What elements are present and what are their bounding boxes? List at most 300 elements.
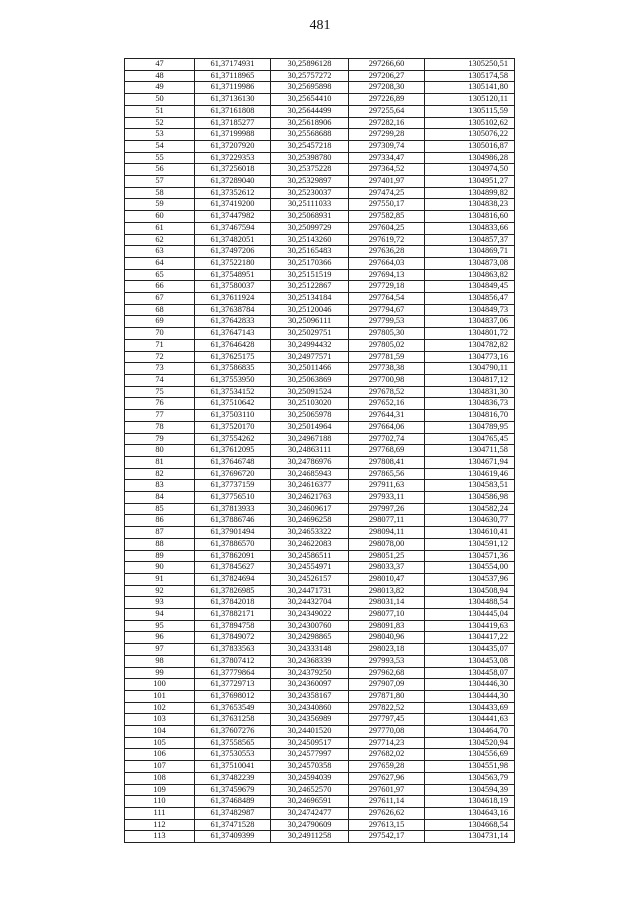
y-coordinate-cell: 1304619,46 [425, 468, 515, 480]
x-coordinate-cell: 298094,11 [349, 527, 425, 539]
x-coordinate-cell: 297805,30 [349, 328, 425, 340]
latitude-cell: 61,37647143 [195, 328, 271, 340]
longitude-cell: 30,24401520 [271, 726, 349, 738]
latitude-cell: 61,37729713 [195, 679, 271, 691]
table-row [125, 140, 515, 152]
y-coordinate-cell: 1304419,63 [425, 620, 515, 632]
x-coordinate-cell: 298023,18 [349, 644, 425, 656]
x-coordinate-cell: 297334,47 [349, 152, 425, 164]
table-row [125, 187, 515, 199]
longitude-cell: 30,24594039 [271, 772, 349, 784]
y-coordinate-cell: 1304765,45 [425, 433, 515, 445]
table-row [125, 164, 515, 176]
y-coordinate-cell: 1304453,08 [425, 655, 515, 667]
point-number-cell: 67 [125, 293, 195, 305]
latitude-cell: 61,37824694 [195, 573, 271, 585]
y-coordinate-cell: 1305120,11 [425, 94, 515, 106]
table-row [125, 304, 515, 316]
latitude-cell: 61,37174931 [195, 59, 271, 71]
table-row [125, 644, 515, 656]
point-number-cell: 48 [125, 70, 195, 82]
longitude-cell: 30,25091524 [271, 386, 349, 398]
x-coordinate-cell: 297768,69 [349, 445, 425, 457]
x-coordinate-cell: 297822,52 [349, 702, 425, 714]
latitude-cell: 61,37510041 [195, 761, 271, 773]
y-coordinate-cell: 1304857,37 [425, 234, 515, 246]
longitude-cell: 30,25011466 [271, 363, 349, 375]
y-coordinate-cell: 1304837,06 [425, 316, 515, 328]
point-number-cell: 55 [125, 152, 195, 164]
longitude-cell: 30,25695898 [271, 82, 349, 94]
x-coordinate-cell: 298078,00 [349, 538, 425, 550]
latitude-cell: 61,37833563 [195, 644, 271, 656]
table-row [125, 655, 515, 667]
y-coordinate-cell: 1304591,12 [425, 538, 515, 550]
latitude-cell: 61,37612095 [195, 445, 271, 457]
point-number-cell: 73 [125, 363, 195, 375]
latitude-cell: 61,37862091 [195, 550, 271, 562]
point-number-cell: 63 [125, 246, 195, 258]
x-coordinate-cell: 297729,18 [349, 281, 425, 293]
y-coordinate-cell: 1304537,96 [425, 573, 515, 585]
y-coordinate-cell: 1304869,71 [425, 246, 515, 258]
table-row [125, 831, 515, 843]
point-number-cell: 96 [125, 632, 195, 644]
x-coordinate-cell: 298040,96 [349, 632, 425, 644]
point-number-cell: 54 [125, 140, 195, 152]
latitude-cell: 61,37352612 [195, 187, 271, 199]
longitude-cell: 30,24616377 [271, 480, 349, 492]
latitude-cell: 61,37586835 [195, 363, 271, 375]
y-coordinate-cell: 1304508,94 [425, 585, 515, 597]
y-coordinate-cell: 1304833,66 [425, 222, 515, 234]
y-coordinate-cell: 1304583,51 [425, 480, 515, 492]
latitude-cell: 61,37826985 [195, 585, 271, 597]
latitude-cell: 61,37807412 [195, 655, 271, 667]
x-coordinate-cell: 297299,28 [349, 129, 425, 141]
latitude-cell: 61,37482239 [195, 772, 271, 784]
longitude-cell: 30,24471731 [271, 585, 349, 597]
longitude-cell: 30,25896128 [271, 59, 349, 71]
y-coordinate-cell: 1304586,98 [425, 492, 515, 504]
latitude-cell: 61,37199988 [195, 129, 271, 141]
table-row [125, 94, 515, 106]
point-number-cell: 85 [125, 503, 195, 515]
longitude-cell: 30,25757272 [271, 70, 349, 82]
latitude-cell: 61,37207920 [195, 140, 271, 152]
table-row [125, 749, 515, 761]
table-row [125, 70, 515, 82]
y-coordinate-cell: 1304671,94 [425, 456, 515, 468]
longitude-cell: 30,25654410 [271, 94, 349, 106]
longitude-cell: 30,25170366 [271, 257, 349, 269]
longitude-cell: 30,25398780 [271, 152, 349, 164]
longitude-cell: 30,24977571 [271, 351, 349, 363]
y-coordinate-cell: 1304571,36 [425, 550, 515, 562]
table-row [125, 796, 515, 808]
y-coordinate-cell: 1304618,19 [425, 796, 515, 808]
latitude-cell: 61,37510642 [195, 398, 271, 410]
table-row [125, 761, 515, 773]
y-coordinate-cell: 1304951,27 [425, 176, 515, 188]
y-coordinate-cell: 1304554,00 [425, 562, 515, 574]
latitude-cell: 61,37646748 [195, 456, 271, 468]
x-coordinate-cell: 297678,52 [349, 386, 425, 398]
latitude-cell: 61,37161808 [195, 105, 271, 117]
longitude-cell: 30,25068931 [271, 211, 349, 223]
table-row [125, 632, 515, 644]
x-coordinate-cell: 297601,97 [349, 784, 425, 796]
latitude-cell: 61,37611924 [195, 293, 271, 305]
longitude-cell: 30,24609617 [271, 503, 349, 515]
point-number-cell: 56 [125, 164, 195, 176]
latitude-cell: 61,37482987 [195, 808, 271, 820]
x-coordinate-cell: 297266,60 [349, 59, 425, 71]
latitude-cell: 61,37625175 [195, 351, 271, 363]
x-coordinate-cell: 297907,09 [349, 679, 425, 691]
page-number: 481 [309, 18, 331, 33]
latitude-cell: 61,37482051 [195, 234, 271, 246]
latitude-cell: 61,37737159 [195, 480, 271, 492]
x-coordinate-cell: 297714,23 [349, 737, 425, 749]
point-number-cell: 86 [125, 515, 195, 527]
x-coordinate-cell: 297364,52 [349, 164, 425, 176]
y-coordinate-cell: 1304838,23 [425, 199, 515, 211]
y-coordinate-cell: 1304849,45 [425, 281, 515, 293]
table-row [125, 819, 515, 831]
table-row [125, 386, 515, 398]
table-row [125, 538, 515, 550]
y-coordinate-cell: 1304789,95 [425, 421, 515, 433]
point-number-cell: 71 [125, 339, 195, 351]
point-number-cell: 80 [125, 445, 195, 457]
point-number-cell: 90 [125, 562, 195, 574]
longitude-cell: 30,25165483 [271, 246, 349, 258]
table-row [125, 503, 515, 515]
table-row [125, 328, 515, 340]
point-number-cell: 111 [125, 808, 195, 820]
latitude-cell: 61,37530553 [195, 749, 271, 761]
table-row [125, 222, 515, 234]
y-coordinate-cell: 1304856,47 [425, 293, 515, 305]
x-coordinate-cell: 297871,80 [349, 690, 425, 702]
latitude-cell: 61,37467594 [195, 222, 271, 234]
point-number-cell: 70 [125, 328, 195, 340]
table-row [125, 726, 515, 738]
table-row [125, 562, 515, 574]
latitude-cell: 61,37459679 [195, 784, 271, 796]
latitude-cell: 61,37447982 [195, 211, 271, 223]
latitude-cell: 61,37886746 [195, 515, 271, 527]
x-coordinate-cell: 297764,54 [349, 293, 425, 305]
y-coordinate-cell: 1304863,82 [425, 269, 515, 281]
table-row [125, 737, 515, 749]
y-coordinate-cell: 1304556,69 [425, 749, 515, 761]
x-coordinate-cell: 297962,68 [349, 667, 425, 679]
point-number-cell: 50 [125, 94, 195, 106]
table-row [125, 690, 515, 702]
longitude-cell: 30,25111033 [271, 199, 349, 211]
y-coordinate-cell: 1304446,30 [425, 679, 515, 691]
x-coordinate-cell: 298077,11 [349, 515, 425, 527]
point-number-cell: 78 [125, 421, 195, 433]
latitude-cell: 61,37468489 [195, 796, 271, 808]
point-number-cell: 60 [125, 211, 195, 223]
point-number-cell: 47 [125, 59, 195, 71]
y-coordinate-cell: 1305141,80 [425, 82, 515, 94]
x-coordinate-cell: 297542,17 [349, 831, 425, 843]
longitude-cell: 30,24863111 [271, 445, 349, 457]
latitude-cell: 61,37607276 [195, 726, 271, 738]
latitude-cell: 61,37842018 [195, 597, 271, 609]
latitude-cell: 61,37497206 [195, 246, 271, 258]
latitude-cell: 61,37849072 [195, 632, 271, 644]
y-coordinate-cell: 1304801,72 [425, 328, 515, 340]
table-row [125, 105, 515, 117]
table-row [125, 246, 515, 258]
x-coordinate-cell: 297619,72 [349, 234, 425, 246]
point-number-cell: 57 [125, 176, 195, 188]
x-coordinate-cell: 297694,13 [349, 269, 425, 281]
y-coordinate-cell: 1305174,58 [425, 70, 515, 82]
table-row [125, 374, 515, 386]
latitude-cell: 61,37553950 [195, 374, 271, 386]
latitude-cell: 61,37882171 [195, 609, 271, 621]
table-row [125, 702, 515, 714]
longitude-cell: 30,24742477 [271, 808, 349, 820]
longitude-cell: 30,24358167 [271, 690, 349, 702]
longitude-cell: 30,24696591 [271, 796, 349, 808]
x-coordinate-cell: 297208,30 [349, 82, 425, 94]
longitude-cell: 30,25063869 [271, 374, 349, 386]
coordinates-table [124, 58, 515, 843]
longitude-cell: 30,24360097 [271, 679, 349, 691]
y-coordinate-cell: 1305076,22 [425, 129, 515, 141]
longitude-cell: 30,24622083 [271, 538, 349, 550]
y-coordinate-cell: 1305250,51 [425, 59, 515, 71]
table-row [125, 597, 515, 609]
point-number-cell: 89 [125, 550, 195, 562]
x-coordinate-cell: 297808,41 [349, 456, 425, 468]
point-number-cell: 83 [125, 480, 195, 492]
latitude-cell: 61,37409399 [195, 831, 271, 843]
y-coordinate-cell: 1304458,07 [425, 667, 515, 679]
table-row [125, 410, 515, 422]
longitude-cell: 30,25457218 [271, 140, 349, 152]
longitude-cell: 30,25143260 [271, 234, 349, 246]
latitude-cell: 61,37229353 [195, 152, 271, 164]
x-coordinate-cell: 297401,97 [349, 176, 425, 188]
table-row [125, 550, 515, 562]
y-coordinate-cell: 1304816,70 [425, 410, 515, 422]
x-coordinate-cell: 297282,16 [349, 117, 425, 129]
latitude-cell: 61,37119986 [195, 82, 271, 94]
point-number-cell: 106 [125, 749, 195, 761]
point-number-cell: 113 [125, 831, 195, 843]
y-coordinate-cell: 1304873,08 [425, 257, 515, 269]
table-row [125, 129, 515, 141]
longitude-cell: 30,24509517 [271, 737, 349, 749]
point-number-cell: 94 [125, 609, 195, 621]
x-coordinate-cell: 297797,45 [349, 714, 425, 726]
longitude-cell: 30,24790609 [271, 819, 349, 831]
point-number-cell: 61 [125, 222, 195, 234]
point-number-cell: 64 [125, 257, 195, 269]
table-row [125, 363, 515, 375]
table-row [125, 433, 515, 445]
point-number-cell: 108 [125, 772, 195, 784]
longitude-cell: 30,24300760 [271, 620, 349, 632]
longitude-cell: 30,24570358 [271, 761, 349, 773]
table-row [125, 456, 515, 468]
y-coordinate-cell: 1304643,16 [425, 808, 515, 820]
point-number-cell: 58 [125, 187, 195, 199]
table-row [125, 59, 515, 71]
table-row [125, 679, 515, 691]
longitude-cell: 30,25151519 [271, 269, 349, 281]
y-coordinate-cell: 1304831,30 [425, 386, 515, 398]
y-coordinate-cell: 1304782,82 [425, 339, 515, 351]
longitude-cell: 30,24652570 [271, 784, 349, 796]
x-coordinate-cell: 297682,02 [349, 749, 425, 761]
y-coordinate-cell: 1304849,73 [425, 304, 515, 316]
y-coordinate-cell: 1304417,22 [425, 632, 515, 644]
point-number-cell: 75 [125, 386, 195, 398]
point-number-cell: 59 [125, 199, 195, 211]
y-coordinate-cell: 1304551,98 [425, 761, 515, 773]
longitude-cell: 30,25329897 [271, 176, 349, 188]
longitude-cell: 30,24368339 [271, 655, 349, 667]
x-coordinate-cell: 297993,53 [349, 655, 425, 667]
y-coordinate-cell: 1304488,54 [425, 597, 515, 609]
longitude-cell: 30,25065978 [271, 410, 349, 422]
y-coordinate-cell: 1304445,04 [425, 609, 515, 621]
longitude-cell: 30,25029751 [271, 328, 349, 340]
point-number-cell: 97 [125, 644, 195, 656]
y-coordinate-cell: 1304986,28 [425, 152, 515, 164]
point-number-cell: 104 [125, 726, 195, 738]
longitude-cell: 30,25134184 [271, 293, 349, 305]
x-coordinate-cell: 297582,85 [349, 211, 425, 223]
longitude-cell: 30,25568688 [271, 129, 349, 141]
point-number-cell: 92 [125, 585, 195, 597]
y-coordinate-cell: 1304610,41 [425, 527, 515, 539]
y-coordinate-cell: 1304594,39 [425, 784, 515, 796]
longitude-cell: 30,24333148 [271, 644, 349, 656]
y-coordinate-cell: 1304435,07 [425, 644, 515, 656]
y-coordinate-cell: 1304974,50 [425, 164, 515, 176]
latitude-cell: 61,37653549 [195, 702, 271, 714]
x-coordinate-cell: 297659,28 [349, 761, 425, 773]
table-row [125, 339, 515, 351]
table-row [125, 573, 515, 585]
table-row [125, 784, 515, 796]
longitude-cell: 30,24526157 [271, 573, 349, 585]
x-coordinate-cell: 298010,47 [349, 573, 425, 585]
x-coordinate-cell: 298031,14 [349, 597, 425, 609]
y-coordinate-cell: 1304817,12 [425, 374, 515, 386]
latitude-cell: 61,37901494 [195, 527, 271, 539]
point-number-cell: 62 [125, 234, 195, 246]
latitude-cell: 61,37522180 [195, 257, 271, 269]
longitude-cell: 30,24379250 [271, 667, 349, 679]
x-coordinate-cell: 297652,16 [349, 398, 425, 410]
latitude-cell: 61,37185277 [195, 117, 271, 129]
table-row [125, 281, 515, 293]
point-number-cell: 101 [125, 690, 195, 702]
table-row [125, 293, 515, 305]
x-coordinate-cell: 297664,06 [349, 421, 425, 433]
table-row [125, 199, 515, 211]
table-row [125, 480, 515, 492]
table-row [125, 398, 515, 410]
x-coordinate-cell: 297550,17 [349, 199, 425, 211]
x-coordinate-cell: 297226,89 [349, 94, 425, 106]
table-row [125, 714, 515, 726]
point-number-cell: 107 [125, 761, 195, 773]
latitude-cell: 61,37503110 [195, 410, 271, 422]
table-row [125, 667, 515, 679]
longitude-cell: 30,24340860 [271, 702, 349, 714]
longitude-cell: 30,24911258 [271, 831, 349, 843]
table-row [125, 211, 515, 223]
longitude-cell: 30,25014964 [271, 421, 349, 433]
x-coordinate-cell: 297474,25 [349, 187, 425, 199]
table-row [125, 152, 515, 164]
x-coordinate-cell: 297933,11 [349, 492, 425, 504]
point-number-cell: 82 [125, 468, 195, 480]
latitude-cell: 61,37118965 [195, 70, 271, 82]
longitude-cell: 30,24432704 [271, 597, 349, 609]
point-number-cell: 52 [125, 117, 195, 129]
y-coordinate-cell: 1304441,63 [425, 714, 515, 726]
longitude-cell: 30,24621763 [271, 492, 349, 504]
point-number-cell: 72 [125, 351, 195, 363]
x-coordinate-cell: 297770,08 [349, 726, 425, 738]
longitude-cell: 30,24577997 [271, 749, 349, 761]
longitude-cell: 30,25120046 [271, 304, 349, 316]
latitude-cell: 61,37471528 [195, 819, 271, 831]
point-number-cell: 66 [125, 281, 195, 293]
y-coordinate-cell: 1304773,16 [425, 351, 515, 363]
longitude-cell: 30,25230037 [271, 187, 349, 199]
point-number-cell: 69 [125, 316, 195, 328]
latitude-cell: 61,37845627 [195, 562, 271, 574]
longitude-cell: 30,24685943 [271, 468, 349, 480]
x-coordinate-cell: 297613,15 [349, 819, 425, 831]
table-row [125, 176, 515, 188]
x-coordinate-cell: 298091,83 [349, 620, 425, 632]
x-coordinate-cell: 297781,59 [349, 351, 425, 363]
longitude-cell: 30,24967188 [271, 433, 349, 445]
longitude-cell: 30,24994432 [271, 339, 349, 351]
x-coordinate-cell: 297636,28 [349, 246, 425, 258]
point-number-cell: 109 [125, 784, 195, 796]
longitude-cell: 30,25122867 [271, 281, 349, 293]
longitude-cell: 30,24586511 [271, 550, 349, 562]
latitude-cell: 61,37256018 [195, 164, 271, 176]
x-coordinate-cell: 298013,82 [349, 585, 425, 597]
x-coordinate-cell: 297627,96 [349, 772, 425, 784]
point-number-cell: 49 [125, 82, 195, 94]
point-number-cell: 93 [125, 597, 195, 609]
y-coordinate-cell: 1304668,54 [425, 819, 515, 831]
point-number-cell: 99 [125, 667, 195, 679]
y-coordinate-cell: 1304836,73 [425, 398, 515, 410]
y-coordinate-cell: 1305115,59 [425, 105, 515, 117]
point-number-cell: 87 [125, 527, 195, 539]
table-row [125, 492, 515, 504]
